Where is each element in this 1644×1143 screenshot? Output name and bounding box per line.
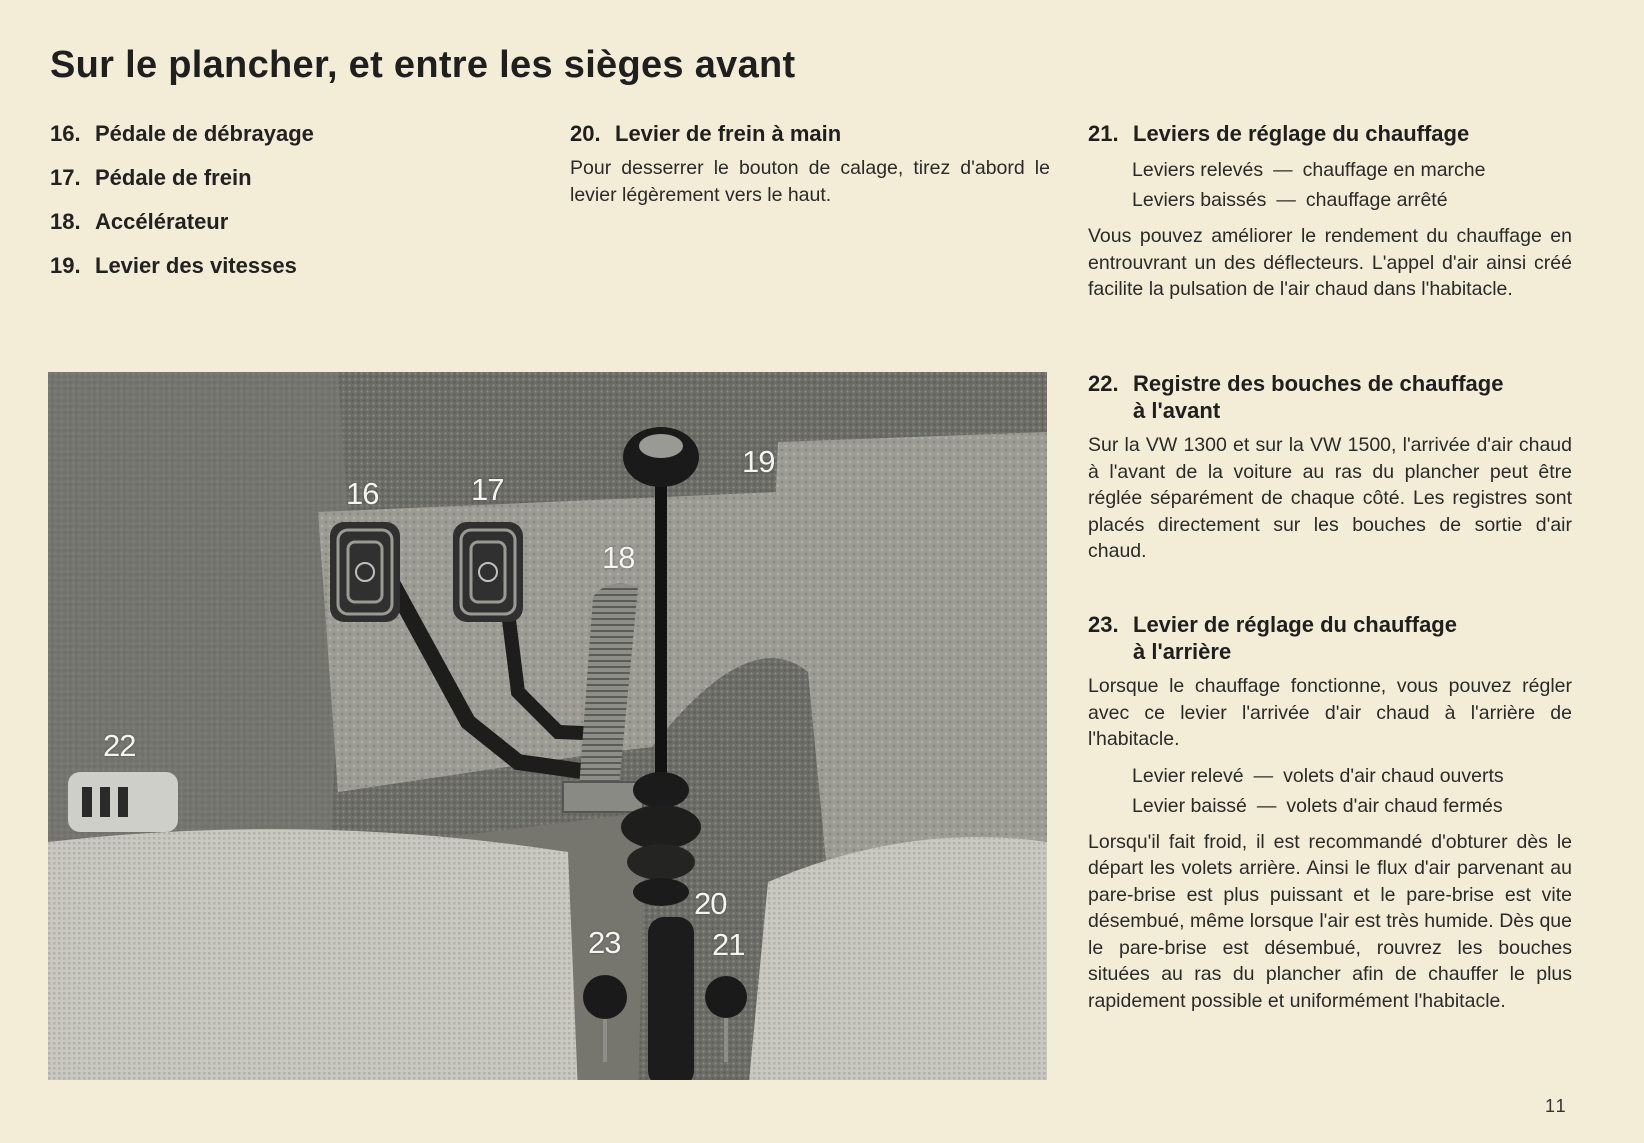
callout-16: 16	[346, 476, 379, 511]
section-title: Levier de frein à main	[615, 121, 842, 146]
state-result: volets d'air chaud fermés	[1286, 794, 1503, 817]
list-item	[50, 120, 510, 147]
section-22	[1088, 370, 1572, 565]
state-row	[1132, 761, 1572, 791]
section-20	[570, 120, 1050, 208]
item-number: 19.	[50, 253, 81, 278]
section-heading	[1088, 611, 1572, 665]
section-21	[1088, 120, 1572, 303]
item-label: Pédale de débrayage	[95, 121, 314, 146]
section-number: 22.	[1088, 371, 1119, 396]
list-item	[50, 208, 510, 235]
page-number: 11	[1545, 1096, 1568, 1116]
page-title: Sur le plancher, et entre les sièges avant	[50, 44, 796, 86]
state-result: volets d'air chaud ouverts	[1283, 764, 1504, 787]
list-item	[50, 252, 510, 279]
state-row	[1132, 791, 1572, 821]
callout-21: 21	[712, 927, 745, 962]
state-result: chauffage en marche	[1302, 159, 1486, 181]
section-heading	[1088, 120, 1572, 147]
section-title-continued: à l'arrière	[1133, 639, 1232, 664]
state-label: Leviers baissés	[1132, 189, 1267, 211]
item-number: 18.	[50, 209, 81, 234]
section-text-2: Lorsqu'il fait froid, il est recommandé d'obturer dès le départ les volets arrière. Ainsi le flux d'air parvenant au pare-brise est plus puissant et le pare-brise est vite désembué, même lorsque l'air est très humide. Dès que le pare-brise est désembué, rouvrez les bouches situées au ras du plancher afin de chauffer le plus rapidement possible et uniformément l'habitacle.	[1088, 830, 1572, 1012]
callout-22: 22	[103, 728, 136, 763]
section-text: Sur la VW 1300 et sur la VW 1500, l'arrivée d'air chaud à l'avant de la voiture au ras du plancher peut être réglée séparément de chaque côté. Les registres sont placés directement sur les bouches de sortie d'air chaud.	[1088, 434, 1572, 562]
section-title-continued: à l'avant	[1133, 398, 1221, 423]
state-label: Levier relevé	[1132, 764, 1244, 787]
section-23	[1088, 611, 1572, 1014]
item-label: Accélérateur	[95, 209, 229, 234]
item-number: 16.	[50, 121, 81, 146]
section-title: Registre des bouches de chauffage	[1133, 371, 1504, 396]
state-result: chauffage arrêté	[1305, 189, 1448, 211]
state-row	[1132, 185, 1572, 215]
item-label: Pédale de frein	[95, 165, 252, 190]
section-heading	[1088, 370, 1572, 424]
state-label: Leviers relevés	[1132, 159, 1264, 181]
state-label: Levier baissé	[1132, 794, 1247, 817]
callout-23: 23	[588, 925, 621, 960]
dash-separator: —	[1253, 764, 1274, 787]
lever-states	[1132, 155, 1572, 215]
section-title: Leviers de réglage du chauffage	[1133, 121, 1470, 146]
item-number: 17.	[50, 165, 81, 190]
dash-separator: —	[1273, 159, 1293, 181]
state-row	[1132, 155, 1572, 185]
callout-19: 19	[742, 444, 775, 479]
section-text: Lorsque le chauffage fonctionne, vous pouvez régler avec ce levier l'arrivée d'air chaud à l'arrière de l'habitacle.	[1088, 675, 1572, 750]
callout-17: 17	[471, 472, 504, 507]
callout-18: 18	[602, 540, 635, 575]
section-number: 20.	[570, 121, 601, 146]
dash-separator: —	[1256, 794, 1277, 817]
section-title: Levier de réglage du chauffage	[1133, 612, 1457, 637]
section-text: Pour desserrer le bouton de calage, tirez d'abord le levier légèrement vers le haut.	[570, 157, 1050, 206]
pedal-area-photo	[48, 372, 1047, 1080]
lever-states	[1132, 761, 1572, 821]
pedal-list	[50, 120, 510, 279]
photo-illustration	[48, 372, 1047, 1080]
left-column	[50, 120, 510, 296]
item-label: Levier des vitesses	[95, 253, 297, 278]
section-number: 23.	[1088, 612, 1119, 637]
section-number: 21.	[1088, 121, 1119, 146]
dash-separator: —	[1276, 189, 1296, 211]
callout-20: 20	[694, 886, 727, 921]
section-heading	[570, 120, 1050, 147]
list-item	[50, 164, 510, 191]
section-text: Vous pouvez améliorer le rendement du chauffage en entrouvrant un des déflecteurs. L'appel d'air ainsi créé facilite la pulsation de l'air chaud dans l'habitacle.	[1088, 225, 1572, 300]
